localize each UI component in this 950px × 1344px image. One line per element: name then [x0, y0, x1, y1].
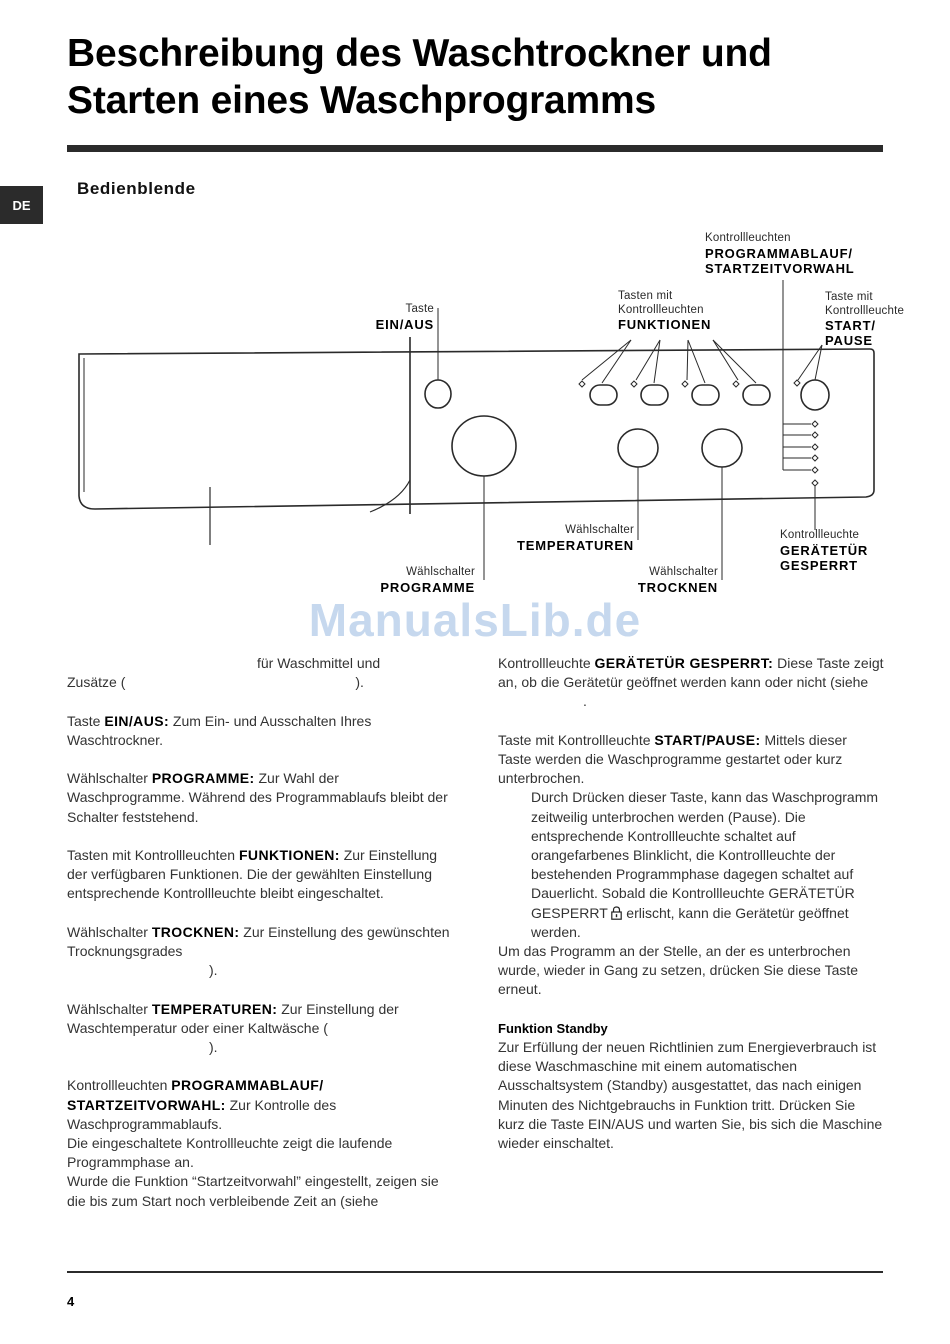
standby-heading: Funktion Standby: [498, 1020, 608, 1036]
paragraph-pause: Durch Drücken dieser Taste, kann das Waschprogramm zeitweilig unterbrochen werden (Pause). Die entsprechende Kontrollleuchte schaltet auf orangefarbenes Blinklicht, die Kontrollleuchte der bestehenden Programmphase dagegen schaltet auf Dauerlicht. Sobald die Kontrollleuchte GERÄTETÜR GESPERRT erlischt, kann die Gerätetür geöffnet werden.: [531, 789, 879, 940]
temperature-knob: [618, 429, 658, 467]
label-temperaturen: Wählschalter TEMPERATUREN: [517, 524, 634, 553]
led-start-pause: [794, 380, 800, 386]
section-heading: Bedienblende: [77, 179, 196, 198]
start-pause-button: [801, 380, 829, 410]
panel-outline: [79, 349, 874, 509]
led-phase-5: [812, 467, 818, 473]
left-column: [67, 654, 457, 1211]
led-door-lock: [812, 480, 818, 486]
function-button-2: [641, 385, 668, 405]
led-phase-1: [812, 421, 818, 427]
paragraph-ein-aus: Taste EIN/AUS: Zum Ein- und Ausschalten Ihres Waschtrockner.: [67, 712, 372, 748]
label-ein-aus: Taste EIN/AUS: [375, 303, 434, 332]
label-geraetetuer: Kontrollleuchte GERÄTETÜR GESPERRT: [780, 529, 869, 573]
paragraph-resume: Um das Programm an der Stelle, an der es unterbrochen wurde, wieder in Gang zu setzen, drücken Sie diese Taste erneut.: [498, 943, 859, 998]
label-programme: Wählschalter PROGRAMME: [380, 566, 475, 595]
label-trocknen: Wählschalter TROCKNEN: [637, 566, 718, 595]
paragraph-trocknen: Wählschalter TROCKNEN: Zur Einstellung des gewünschten Trocknungsgrades ).: [67, 923, 450, 979]
paragraph-programmablauf: Kontrollleuchten PROGRAMMABLAUF/ STARTZEITVORWAHL: Zur Kontrolle des Waschprogrammablaufs. Die eingeschaltete Kontrollleuchte zeigt die laufende Programmphase an. Wurde die Funktion “Startzeitvorwahl” eingestellt, zeigen sie die bis zum Start noch verbleibende Zeit an (siehe: [67, 1077, 439, 1209]
drawer-curve: [370, 480, 410, 512]
paragraph-zusaetze: für Waschmittel und Zusätze ( ).: [67, 655, 381, 691]
led-funktion-4: [733, 381, 739, 387]
led-funktion-2: [631, 381, 637, 387]
label-start-pause: Taste mit Kontrollleuchte START/ PAUSE: [825, 291, 905, 348]
led-phase-4: [812, 455, 818, 461]
drying-knob: [702, 429, 742, 467]
title-line-2: Starten eines Waschprogramms: [67, 79, 656, 122]
label-programmablauf: Kontrollleuchten PROGRAMMABLAUF/ STARTZEITVORWAHL: [705, 232, 855, 276]
footer-rule: [67, 1271, 883, 1273]
function-button-1: [590, 385, 617, 405]
leaders-start-pause: [798, 345, 822, 380]
programmablauf-bracket: [783, 280, 811, 470]
label-funktionen: Tasten mit Kontrollleuchten FUNKTIONEN: [618, 290, 712, 332]
title-line-1: Beschreibung des Waschtrockner und: [67, 32, 772, 75]
led-phase-2: [812, 432, 818, 438]
paragraph-standby: Zur Erfüllung der neuen Richtlinien zum Energieverbrauch ist diese Waschmaschine mit einem automatischen Ausschaltsystem (Standby) ausgestattet, das nach einigen Minuten des Nichtgebrauchs in Funktion tritt. Drücken Sie kurz die Taste EIN/AUS und warten Sie, bis sich die Maschine wieder einschaltet.: [498, 1039, 883, 1152]
paragraph-programme: Wählschalter PROGRAMME: Zur Wahl der Waschprogramme. Während des Programmablaufs bleibt der Schalter feststehend.: [67, 770, 448, 825]
program-knob: [452, 416, 516, 476]
function-button-3: [692, 385, 719, 405]
paragraph-temperaturen: Wählschalter TEMPERATUREN: Zur Einstellung der Waschtemperatur oder einer Kaltwäsche ( ).: [67, 1000, 399, 1055]
lock-icon: [611, 906, 622, 920]
paragraph-start-pause: Taste mit Kontrollleuchte START/PAUSE: Mittels dieser Taste werden die Waschprogramme gestartet oder kurz unterbrochen.: [498, 731, 847, 787]
led-funktion-3: [682, 381, 688, 387]
led-phase-3: [812, 444, 818, 450]
led-funktion-1: [579, 381, 585, 387]
on-off-button: [425, 380, 451, 408]
page-number: 4: [67, 1294, 75, 1309]
paragraph-geraetetuer: Kontrollleuchte GERÄTETÜR GESPERRT: Diese Taste zeigt an, ob die Gerätetür geöffnet werden kann oder nicht (siehe.: [498, 655, 884, 710]
leaders-funktionen: [582, 340, 756, 383]
page-title: [67, 30, 772, 124]
function-button-4: [743, 385, 770, 405]
watermark: ManualsLib.de: [308, 594, 642, 646]
paragraph-funktionen: Tasten mit Kontrollleuchten FUNKTIONEN: Zur Einstellung der verfügbaren Funktionen. Die der gewählten Einstellung entsprechende Kontrollleuchte bleibt eingeschaltet.: [67, 846, 438, 902]
language-tab: DE: [0, 186, 43, 224]
right-column: [498, 654, 884, 1153]
title-rule: [67, 145, 883, 152]
